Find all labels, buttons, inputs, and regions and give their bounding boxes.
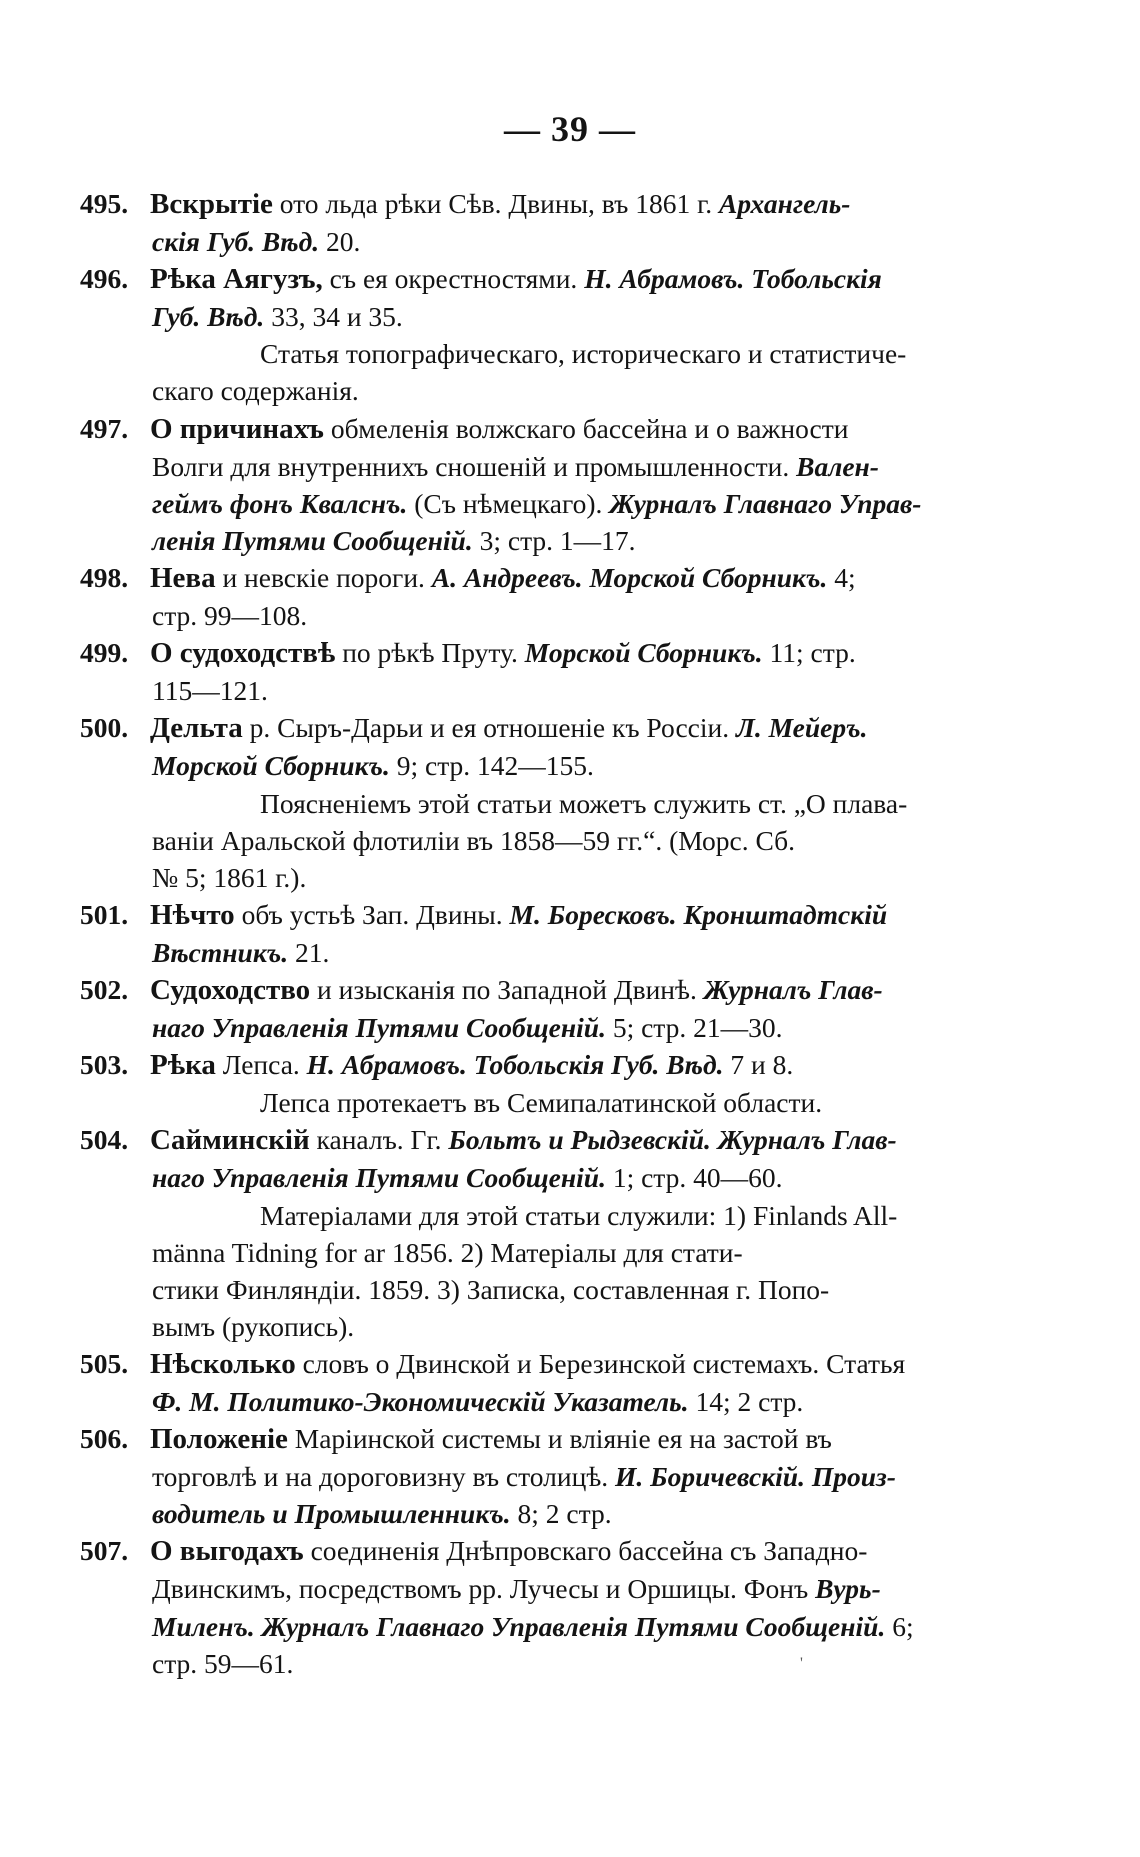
entry-text: männa Tidning for ar 1856. 2) Матеріалы для стати- [152, 1236, 743, 1268]
bibliography-entry [80, 971, 995, 1046]
entry-text: объ устьѣ Зап. Двины. [234, 898, 510, 930]
entry-line [80, 335, 995, 372]
entry-text: торговлѣ и на дороговизну въ столицѣ. [152, 1461, 616, 1493]
entry-citation: наго Управленія Путями Сообщеній. [152, 1012, 606, 1044]
entry-citation: И. Боричевскій. Произ- [615, 1461, 896, 1493]
entry-line [80, 822, 995, 859]
entry-line [80, 859, 995, 896]
bibliography-entry [80, 559, 995, 634]
bibliography-entry [80, 1046, 995, 1121]
entry-text: скаго содержанія. [152, 375, 359, 407]
entry-citation: водитель и Промышленникъ. [152, 1498, 511, 1530]
entry-number: 503. [80, 1049, 129, 1081]
entry-line [80, 1046, 995, 1084]
entry-text: Лепса протекаетъ въ Семипалатинской области. [260, 1087, 823, 1119]
entry-citation: Л. Мейеръ. [735, 712, 868, 744]
entry-citation: Больтъ и Рыдзевскій. Журналъ Глав- [448, 1124, 897, 1156]
entry-text: ото льда рѣки Сѣв. Двины, въ 1861 г. [272, 188, 719, 219]
entry-line [80, 672, 995, 709]
entry-citation: Н. Абрамовъ. Тобольскія [584, 263, 882, 295]
entry-heading: Рѣка Аягузъ, [150, 263, 323, 296]
entry-citation: Ф. М. Политико-Экономическій Указатель. [152, 1386, 689, 1417]
entry-citation: А. Андреевъ. Морской Сборникъ. [431, 561, 828, 593]
bibliography-entry [80, 709, 995, 895]
entry-text: соединенія Днѣпровскаго бассейна съ Западно- [303, 1535, 868, 1567]
bibliography-entry [80, 1345, 995, 1420]
entry-line [80, 1234, 995, 1271]
entry-line [80, 785, 995, 822]
bibliography-entry [80, 634, 995, 709]
entry-line [80, 559, 995, 597]
entry-line [80, 448, 995, 485]
entry-number: 501. [80, 898, 129, 930]
entry-text: 115—121. [152, 675, 268, 707]
entry-citation: Губ. Вѣд. [152, 301, 265, 333]
entry-text: и изысканія по Западной Двинѣ. [310, 973, 704, 1005]
entry-citation: Вален- [796, 450, 879, 482]
entry-text: словъ о Двинской и Березинской системахъ. Статья [295, 1347, 906, 1379]
entry-line [80, 934, 995, 971]
entry-line [80, 223, 995, 260]
entry-number: 498. [80, 561, 129, 593]
entry-text: Волги для внутреннихъ сношеній и промышленности. [152, 450, 797, 482]
entry-line [80, 1345, 995, 1383]
bibliography-entry [80, 410, 995, 559]
entry-text: 4; [827, 561, 856, 593]
entry-text: № 5; 1861 г.). [152, 861, 307, 893]
entry-citation: наго Управленія Путями Сообщеній. [152, 1162, 606, 1194]
entry-text: 3; стр. 1—17. [472, 524, 636, 556]
entry-line [80, 485, 995, 522]
entry-citation: Архангель- [719, 188, 851, 219]
entry-citation: Журналъ Глав- [703, 973, 883, 1005]
entry-text: стр. 99—108. [152, 600, 308, 632]
entry-text: по рѣкѣ Пруту. [335, 637, 525, 669]
entry-number: 506. [80, 1423, 129, 1455]
entry-line [80, 1084, 995, 1121]
entry-text: стики Финляндіи. 1859. 3) Записка, составленная г. Попо- [152, 1273, 830, 1305]
entry-line [80, 1383, 995, 1420]
entry-citation: ленія Путями Сообщеній. [152, 524, 473, 556]
entry-line [80, 522, 995, 559]
entry-heading: Судоходство [150, 973, 311, 1006]
entry-heading: Нѣчто [150, 898, 235, 931]
entry-citation: Н. Абрамовъ. Тобольскія Губ. Вѣд. [306, 1049, 724, 1081]
entry-heading: Вскрытіе [150, 188, 273, 220]
entry-heading: Сайминскій [150, 1124, 310, 1157]
entry-text: 8; 2 стр. [510, 1498, 612, 1530]
bibliography-list [80, 185, 995, 1682]
entry-citation: Вурь- [815, 1573, 881, 1605]
entry-number: 499. [80, 637, 129, 669]
entry-text: Статья топографическаго, историческаго и статистиче- [260, 338, 907, 370]
entry-line [80, 185, 995, 223]
entry-text: и невскіе пороги. [215, 561, 432, 593]
entry-heading: Дельта [150, 712, 243, 745]
entry-line [80, 1570, 995, 1607]
entry-citation: геймъ фонъ Квалснъ. [152, 487, 408, 519]
entry-text: 6; [885, 1610, 914, 1642]
entry-text: Матеріалами для этой статьи служили: 1) Finlands All- [260, 1199, 898, 1231]
entry-line [80, 597, 995, 634]
entry-text: 7 и 8. [723, 1049, 794, 1081]
entry-text: 1; стр. 40—60. [605, 1162, 783, 1194]
entry-line [80, 1271, 995, 1308]
entry-citation: Вѣстникъ. [152, 936, 289, 968]
entry-citation: Журналъ Главнаго Управ- [609, 487, 922, 519]
entry-text: 5; стр. 21—30. [605, 1012, 783, 1044]
bibliography-entry [80, 185, 995, 260]
entry-line [80, 1308, 995, 1345]
entry-citation: Миленъ. Журналъ Главнаго Управленія Путями Сообщеній. [152, 1610, 886, 1642]
entry-line [80, 1532, 995, 1570]
bibliography-entry [80, 896, 995, 971]
entry-line [80, 1159, 995, 1196]
entry-line [80, 372, 995, 409]
entry-citation: Морской Сборникъ. [152, 750, 390, 782]
entry-text: Маріинской системы и вліяніе ея на застой въ [287, 1423, 832, 1455]
entry-line [80, 1608, 995, 1645]
entry-line [80, 260, 995, 298]
entry-number: 507. [80, 1535, 129, 1567]
entry-heading: О судоходствѣ [150, 637, 336, 670]
entry-line [80, 1458, 995, 1495]
entry-text: каналъ. Гг. [309, 1124, 449, 1156]
entry-line [80, 1009, 995, 1046]
entry-text: Лепса. [215, 1049, 307, 1081]
bibliography-entry [80, 1121, 995, 1345]
entry-number: 504. [80, 1124, 129, 1156]
entry-text: (Съ нѣмецкаго). [407, 487, 610, 519]
entry-line [80, 971, 995, 1009]
entry-citation: Морской Сборникъ. [524, 637, 763, 669]
entry-text: ваніи Аральской флотиліи въ 1858—59 гг.“. (Морс. Сб. [152, 824, 796, 856]
entry-text: р. Сыръ-Дарьи и ея отношеніе къ Россіи. [242, 712, 736, 744]
entry-number: 497. [80, 412, 129, 444]
entry-text: обмеленія волжскаго бассейна и о важности [323, 412, 849, 444]
entry-text: 21. [288, 936, 330, 968]
entry-line [80, 1645, 995, 1682]
entry-text: съ ея окрестностями. [322, 263, 585, 295]
entry-heading: Нѣсколько [150, 1347, 296, 1380]
entry-citation: М. Боресковъ. Кронштадтскій [509, 898, 888, 930]
bibliography-entry [80, 1532, 995, 1681]
print-speck: ' [800, 1655, 803, 1672]
entry-heading: Нева [150, 561, 216, 594]
entry-number: 502. [80, 973, 129, 1005]
entry-line [80, 1495, 995, 1532]
entry-heading: О причинахъ [150, 412, 324, 445]
entry-text: стр. 59—61. [152, 1647, 294, 1679]
entry-heading: Рѣка [150, 1049, 216, 1082]
entry-line [80, 410, 995, 448]
entry-citation: скія Губ. Вѣд. [152, 226, 320, 258]
entry-number: 495. [80, 188, 129, 219]
entry-text: 14; 2 стр. [688, 1386, 804, 1417]
entry-line [80, 298, 995, 335]
entry-line [80, 747, 995, 784]
entry-text: 11; стр. [762, 637, 856, 669]
bibliography-entry [80, 260, 995, 409]
entry-number: 496. [80, 263, 129, 295]
entry-text: вымъ (рукопись). [152, 1310, 355, 1342]
entry-text: Поясненіемъ этой статьи можетъ служить ст. „О плава- [260, 787, 908, 819]
entry-text: 20. [319, 226, 361, 258]
entry-line [80, 1197, 995, 1234]
bibliography-entry [80, 1420, 995, 1532]
entry-number: 500. [80, 712, 129, 744]
entry-heading: Положеніе [150, 1423, 288, 1456]
entry-line [80, 896, 995, 934]
entry-text: 33, 34 и 35. [264, 301, 403, 333]
entry-line [80, 709, 995, 747]
entry-line [80, 634, 995, 672]
entry-line [80, 1121, 995, 1159]
entry-line [80, 1420, 995, 1458]
page-number: — 39 — [504, 109, 636, 149]
entry-number: 505. [80, 1347, 129, 1379]
entry-text: 9; стр. 142—155. [389, 750, 594, 782]
entry-heading: О выгодахъ [150, 1535, 304, 1568]
entry-text: Двинскимъ, посредствомъ рр. Лучесы и Оршицы. Фонъ [152, 1573, 816, 1605]
